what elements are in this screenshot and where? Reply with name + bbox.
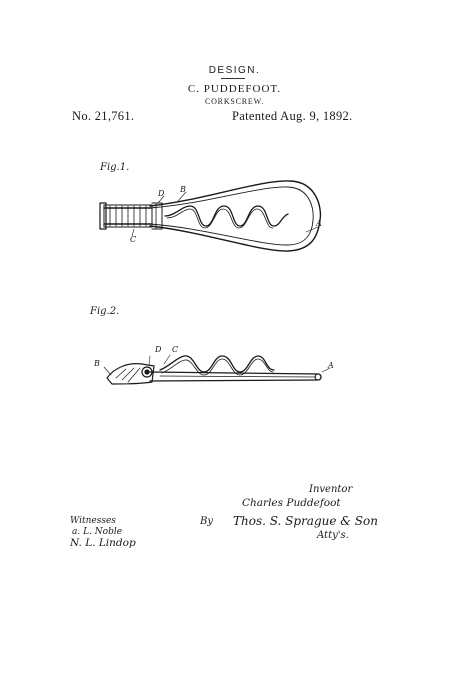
fig2-label-a: A <box>328 361 334 370</box>
witnesses-title: Witnesses <box>70 516 116 526</box>
fig2-title: Fig.2. <box>90 306 120 317</box>
inventor-heading: C. PUDDEFOOT. <box>187 83 282 95</box>
fig2-label-d: D <box>155 345 162 354</box>
article-heading: CORKSCREW. <box>204 97 265 106</box>
inventor-title: Inventor <box>309 484 353 495</box>
fig1-label-a: A <box>316 219 322 228</box>
fig1-title: Fig.1. <box>100 162 130 173</box>
design-heading: DESIGN. <box>208 65 261 76</box>
fig1-label-d: D <box>158 189 165 198</box>
inventor-signature: Charles Puddefoot <box>242 497 341 509</box>
fig2-drawing <box>104 355 330 384</box>
attorneys-label: Atty's. <box>317 530 349 541</box>
fig1-label-b: B <box>180 185 186 194</box>
witness-1-signature: a. L. Noble <box>72 527 123 537</box>
fig1-label-c: C <box>130 235 137 244</box>
fig1-screw-spiral <box>165 206 288 226</box>
witness-2-signature: N. L. Lindop <box>70 537 136 549</box>
fig2-label-c: C <box>172 345 179 354</box>
patent-date: Patented Aug. 9, 1892. <box>232 109 353 123</box>
attorney-signature: Thos. S. Sprague & Son <box>233 514 378 528</box>
fig2-label-b: B <box>94 359 100 368</box>
by-label: By <box>200 516 213 527</box>
patent-number: No. 21,761. <box>72 109 135 123</box>
